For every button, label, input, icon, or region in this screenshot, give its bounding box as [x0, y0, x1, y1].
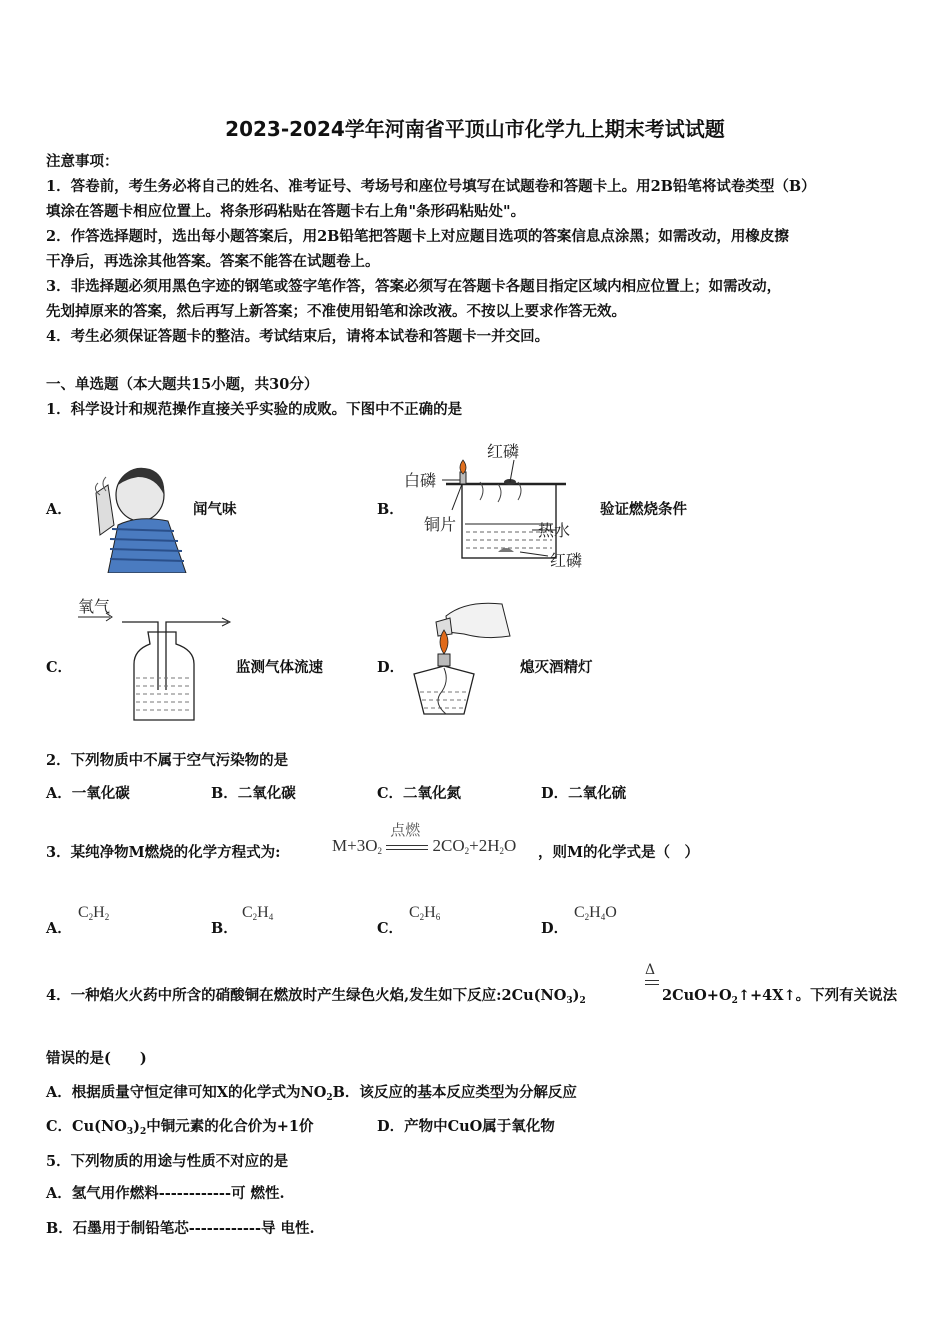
notice-line: 先划掉原来的答案，然后再写上新答案；不准使用铅笔和涂改液。不按以上要求作答无效。 — [46, 303, 626, 320]
q1-option-a-text: 闻气味 — [193, 501, 237, 518]
q3-equation — [332, 821, 517, 856]
q3-option-b-label: B． — [211, 920, 238, 937]
eq-left: M+3O — [332, 836, 378, 855]
q3-option-c-label: C． — [377, 920, 404, 937]
q3-option-d-formula — [574, 904, 617, 922]
f-n1: 2 — [88, 912, 94, 922]
q4-stem-text: 4．一种焰火火药中所含的硝酸铜在燃放时产生绿色火焰,发生如下反应:2Cu(NO — [46, 987, 567, 1004]
q4-paren: ) — [572, 987, 580, 1004]
notice-line: 填涂在答题卡相应位置上。将条形码粘贴在答题卡右上角"条形码粘贴处"。 — [46, 203, 526, 220]
eq-sub: 2 — [464, 846, 470, 856]
eq-arrow — [386, 821, 428, 855]
f-n2: 6 — [435, 912, 441, 922]
notice-line: 干净后，再选涂其他答案。答案不能答在试题卷上。 — [46, 253, 380, 270]
question-1-stem: 1．科学设计和规范操作直接关乎实验的成败。下图中不正确的是 — [46, 401, 463, 418]
q3-option-c-formula — [409, 904, 440, 922]
q3-option-a-label: A． — [46, 920, 72, 937]
f-n2: 2 — [104, 912, 110, 922]
q3-option-b-formula — [242, 904, 273, 922]
f-n2: 4 — [600, 912, 606, 922]
f-h: H — [589, 904, 601, 921]
q4-option-c-pre: C．Cu(NO — [46, 1118, 127, 1135]
eq-sub: 2 — [377, 846, 382, 856]
f-n1: 2 — [419, 912, 425, 922]
notice-line: 1．答卷前，考生务必将自己的姓名、准考证号、考场号和座位号填写在试题卷和答题卡上。用2B铅笔将试卷类型（B） — [46, 178, 816, 195]
alcohol-lamp-blowing-illustration — [406, 596, 516, 720]
question-2-stem: 2．下列物质中不属于空气污染物的是 — [46, 752, 289, 769]
combustion-beaker-diagram — [402, 440, 592, 575]
q4-sub2: 2 — [731, 996, 738, 1006]
label-white-phosphorus: 白磷 — [404, 471, 437, 490]
q1-option-a-label: A． — [46, 501, 72, 518]
q1-option-c-text: 监测气体流速 — [236, 659, 323, 676]
q4-option-b: B．该反应的基本反应类型为分解反应 — [332, 1084, 577, 1101]
label-oxygen: 氧气 — [78, 598, 111, 616]
question-3-stem: 3．某纯净物M燃烧的化学方程式为: — [46, 844, 281, 861]
eq-condition: 点燃 — [390, 821, 421, 840]
smelling-gas-illustration — [78, 455, 190, 573]
eq-right-o: O — [503, 836, 517, 855]
f-h: H — [424, 904, 436, 921]
f-h: H — [93, 904, 105, 921]
f-c: C — [409, 904, 420, 921]
label-red-phosphorus-bottom: 红磷 — [550, 551, 583, 570]
q3-option-a-formula — [78, 904, 109, 922]
q4-option-a: A．根据质量守恒定律可知X的化学式为NO — [46, 1084, 327, 1101]
label-hot-water: 热水 — [538, 521, 571, 540]
q4-sub3: 3 — [566, 996, 573, 1006]
question-4-stem-line2: 错误的是( ) — [46, 1050, 147, 1067]
eq-right-co2: 2CO — [432, 836, 465, 855]
page-title: 2023-2024学年河南省平顶山市化学九上期末考试试题 — [225, 117, 725, 141]
notice-line: 4．考生必须保证答题卡的整洁。考试结束后，请将本试卷和答题卡一并交回。 — [46, 328, 550, 345]
q5-option-a: A．氢气用作燃料------------可 燃性. — [46, 1185, 285, 1202]
q4-delta: Δ — [645, 962, 656, 978]
q2-option-b: B．二氧化碳 — [211, 785, 296, 802]
q4-option-c — [46, 1120, 314, 1137]
question-5-stem: 5．下列物质的用途与性质不对应的是 — [46, 1153, 289, 1170]
q4-option-c-post: 中铜元素的化合价为+1价 — [146, 1118, 314, 1135]
q4-paren: ) — [133, 1118, 141, 1135]
notice-line: 2．作答选择题时，选出每小题答案后，用2B铅笔把答题卡上对应题目选项的答案信息点涂黑；如需改动，用橡皮擦 — [46, 228, 789, 245]
q1-option-b-label: B． — [377, 501, 404, 518]
q4-option-d: D．产物中CuO属于氧化物 — [377, 1118, 555, 1135]
notice-line: 3．非选择题必须用黑色字迹的钢笔或签字笔作答，答案必须写在答题卡各题目指定区域内相应位置上；如需改动， — [46, 278, 782, 295]
q2-option-c: C．二氧化氮 — [377, 785, 462, 802]
question-3-stem-end: ，则M的化学式是（ ） — [538, 844, 700, 861]
eq-sub: 2 — [499, 846, 504, 856]
q2-option-a: A．一氧化碳 — [46, 785, 130, 802]
gas-wash-bottle-diagram — [78, 598, 238, 724]
f-o: O — [605, 904, 617, 921]
q1-option-c-label: C． — [46, 659, 73, 676]
q4-sub2: 2 — [579, 996, 586, 1006]
q4-sub2: 2 — [140, 1127, 147, 1137]
q4-eq-line — [645, 984, 659, 985]
eq-right-h: +2H — [469, 836, 500, 855]
f-h: H — [257, 904, 269, 921]
q4-option-a-b — [46, 1086, 577, 1103]
f-n1: 2 — [584, 912, 590, 922]
question-4-equation-end — [662, 989, 897, 1006]
question-4-stem — [46, 989, 586, 1006]
q2-option-d: D．二氧化硫 — [541, 785, 627, 802]
section-heading: 一、单选题（本大题共15小题，共30分） — [46, 376, 319, 393]
f-n2: 4 — [268, 912, 274, 922]
q4-eq-end: ↑+4X↑。下列有关说法 — [737, 987, 898, 1004]
q1-option-b-text: 验证燃烧条件 — [600, 501, 687, 518]
q4-sub2: 2 — [326, 1093, 333, 1103]
q4-sub3: 3 — [126, 1127, 134, 1137]
label-copper-sheet: 铜片 — [424, 515, 457, 534]
q3-option-d-label: D． — [541, 920, 569, 937]
q1-option-d-label: D． — [377, 659, 405, 676]
label-red-phosphorus-top: 红磷 — [487, 442, 520, 461]
q1-option-d-text: 熄灭酒精灯 — [520, 659, 593, 676]
q5-option-b: B．石墨用于制铅笔芯------------导 电性. — [46, 1220, 315, 1237]
f-c: C — [78, 904, 89, 921]
f-n1: 2 — [252, 912, 258, 922]
q4-eq-line — [645, 980, 659, 981]
q4-eq-mid: 2CuO+O — [662, 987, 732, 1004]
notice-heading: 注意事项： — [46, 153, 119, 170]
f-c: C — [574, 904, 585, 921]
f-c: C — [242, 904, 253, 921]
